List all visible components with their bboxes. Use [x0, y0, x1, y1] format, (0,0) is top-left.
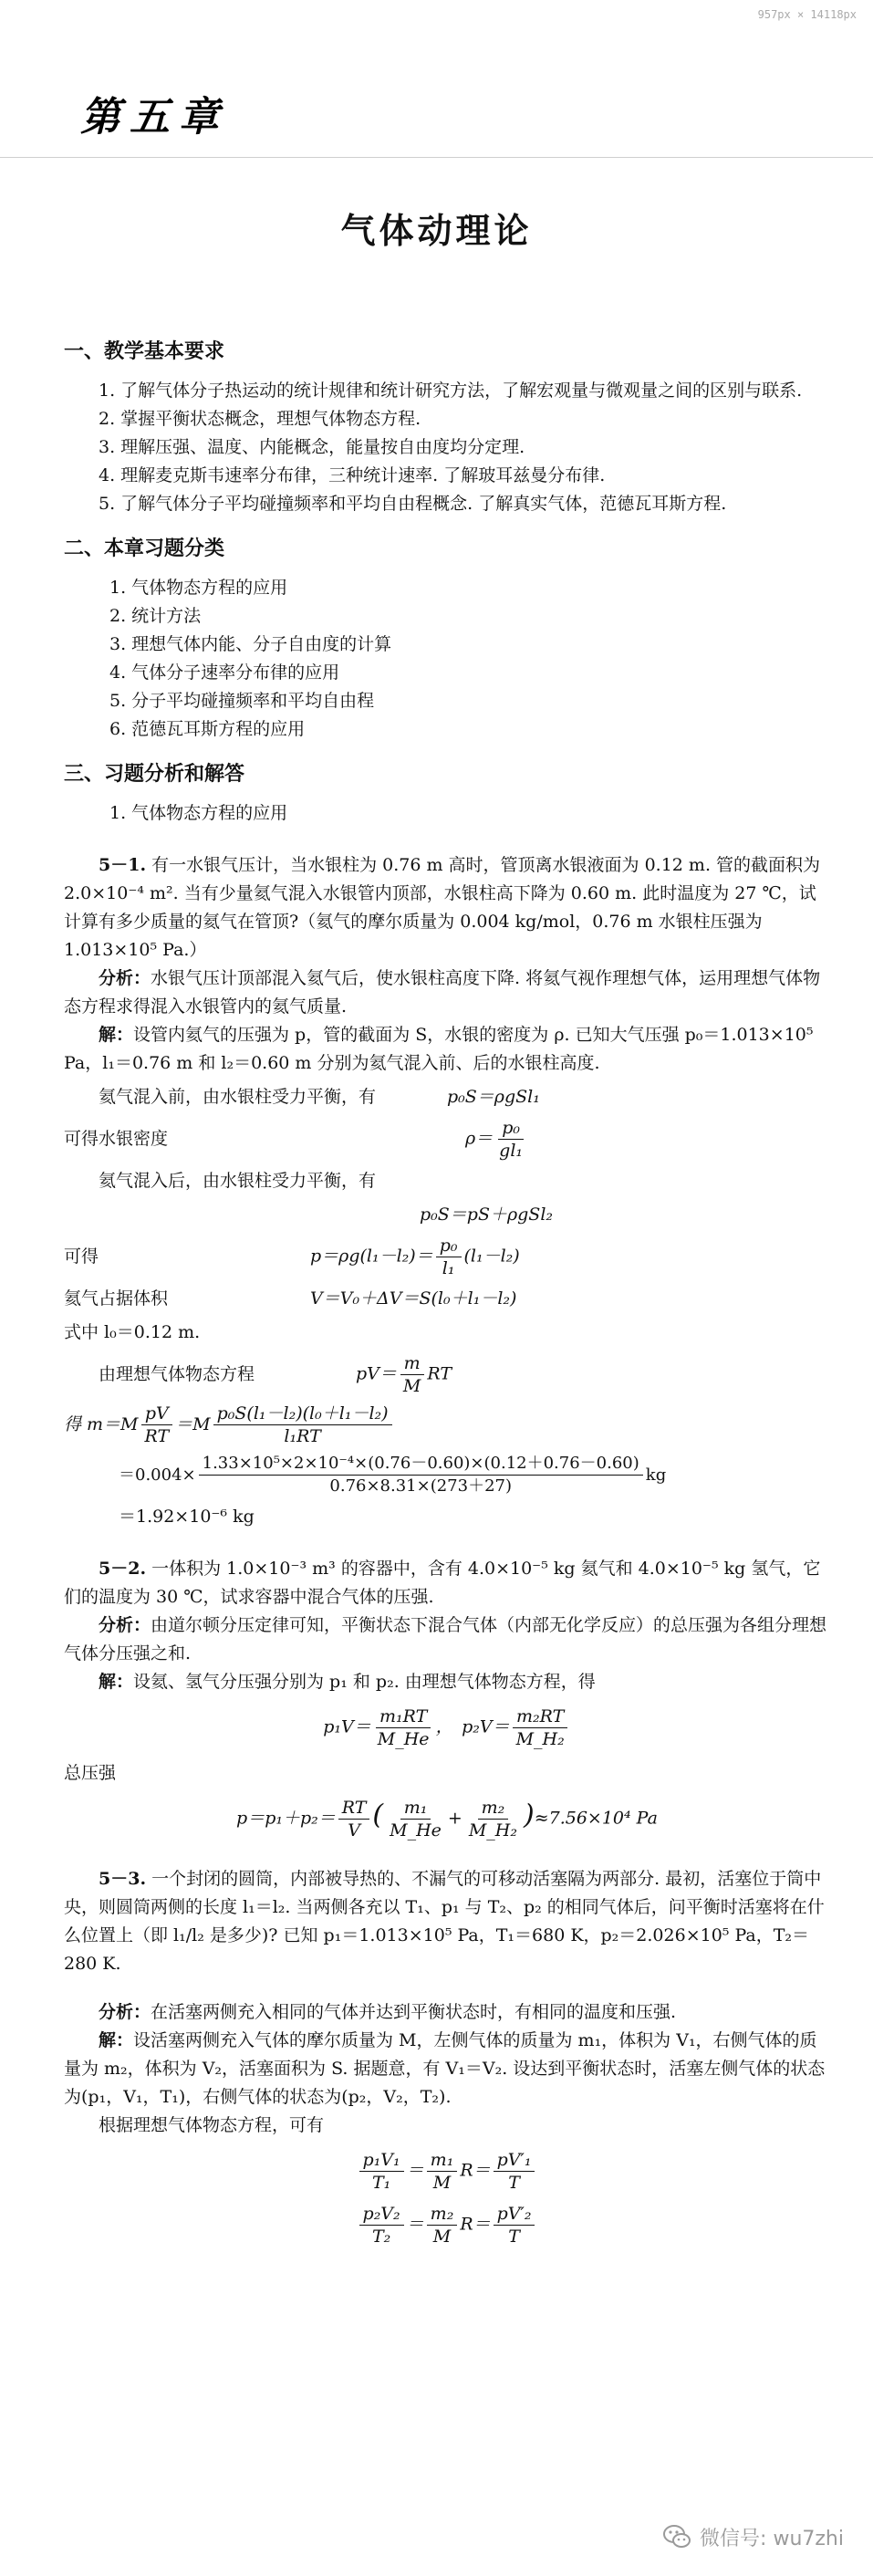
problem-5-1: [64, 851, 830, 965]
equals-sign: ＝: [406, 2214, 424, 2235]
fraction: [494, 2149, 535, 2194]
equals-sign: R＝: [460, 2214, 491, 2235]
numerator: RT: [338, 1797, 370, 1820]
section-heading: 一、教学基本要求: [64, 340, 225, 363]
numerator: p₁V₁: [359, 2149, 404, 2172]
equation-lhs: p＝p₁＋p₂＝: [236, 1808, 336, 1829]
equation-rhs: ≈7.56×10⁴ Pa: [534, 1808, 658, 1829]
paren-open: (: [372, 1799, 384, 1831]
equation-label: 氦气混入前，由水银柱受力平衡，有: [99, 1087, 377, 1107]
equation: [64, 2149, 830, 2194]
list-item: 1. 气体物态方程的应用: [109, 578, 288, 598]
fraction: [359, 2149, 404, 2194]
solution-label: 解：: [99, 1672, 134, 1692]
numerator: p₂V₂: [359, 2203, 404, 2226]
section-heading: 二、本章习题分类: [64, 537, 225, 560]
chapter-divider: [0, 157, 873, 158]
numerator: m: [400, 1352, 424, 1375]
equation: [64, 1705, 830, 1750]
equation-lhs: pV＝: [356, 1363, 397, 1384]
analysis-text: 在活塞两侧充入相同的气体并达到平衡状态时，有相同的温度和压强.: [151, 2002, 677, 2022]
equation-row: [64, 1235, 830, 1279]
list-item: 4. 气体分子速率分布律的应用: [109, 662, 340, 683]
denominator: 0.76×8.31×(273＋27): [329, 1476, 513, 1496]
equation-rhs: (l₁－l₂): [463, 1246, 520, 1267]
numerator: m₂: [427, 2203, 458, 2226]
fraction: [213, 1403, 392, 1447]
equation-label: 氦气占据体积: [64, 1288, 169, 1309]
equals-sign: R＝: [460, 2160, 491, 2181]
analysis-text: 由道尔顿分压定律可知，平衡状态下混合气体（内部无化学反应）的总压强为各组分理想气体分压强之和.: [64, 1615, 827, 1663]
denominator: l₁RT: [284, 1426, 321, 1446]
solution-label: 解：: [99, 2030, 134, 2050]
fraction: [400, 1352, 424, 1397]
analysis-text: 水银气压计顶部混入氦气后，使水银柱高度下降. 将氦气视作理想气体，运用理想气体物态方程求得混入水银管内的氦气质量.: [64, 968, 821, 1017]
equation: [310, 1235, 520, 1279]
main-content: [64, 321, 830, 2257]
problem-text: 一体积为 1.0×10⁻³ m³ 的容器中，含有 4.0×10⁻⁵ kg 氦气和 4.0×10⁻⁵ kg 氢气，它们的温度为 30 ℃，试求容器中混合气体的压强.: [64, 1559, 821, 1607]
solution: [64, 1021, 830, 1078]
result-row: [64, 1453, 830, 1497]
chapter-heading: 第五章: [80, 94, 228, 141]
equation-lhs: ＝0.004×: [119, 1465, 196, 1485]
denominator: M_He: [377, 1729, 430, 1749]
denominator: M: [432, 2173, 452, 2193]
denominator: T: [508, 2173, 520, 2193]
equation: p＝p₁＋p₂＝ $\frac{RT}{V}$ ( $\frac{\text{m₁}}{M\_He}$ + $\frac{\text{m₂}}{\text{M\_H₂}}$ )≈7.56×10⁴ Pa: [236, 1798, 658, 1841]
solution-text: 设活塞两侧充入气体的摩尔质量为 M，左侧气体的质量为 m₁，体积为 V₁，右侧气体的质量为 m₂，体积为 V₂，活塞面积为 S. 据题意，有 V₁＝V₂. 设达到平衡状态时，活塞左侧气体的状态为(p₁，V₁，T₁)，右侧气体的状态为(p₂，V₂，T₂).: [64, 2030, 826, 2107]
list-item: 5. 分子平均碰撞频率和平均自由程: [109, 691, 375, 711]
equation-rhs: RT: [427, 1363, 452, 1384]
problem-number: 5－3.: [99, 1869, 147, 1889]
equation: V＝V₀＋ΔV＝S(l₀＋l₁－l₂): [310, 1288, 517, 1309]
equation-row: [64, 1167, 830, 1195]
fraction: [374, 1705, 433, 1750]
problem-5-2: [64, 1555, 830, 1611]
equation: [64, 2203, 830, 2247]
problem-5-3: [64, 1865, 830, 1978]
equation-row: [64, 1285, 830, 1313]
equation: [356, 1352, 452, 1397]
wechat-icon: [661, 2521, 692, 2552]
numerator: pV′₁: [494, 2149, 535, 2172]
analysis: [64, 1998, 830, 2027]
fraction: [141, 1403, 173, 1447]
solution: [64, 1668, 830, 1696]
denominator: gl₁: [499, 1141, 524, 1161]
solution-text: 设氦、氢气分压强分别为 p₁ 和 p₂. 由理想气体物态方程，得: [133, 1672, 596, 1692]
subsection-heading: 1. 气体物态方程的应用: [109, 803, 288, 823]
numerator: m₁: [400, 1797, 431, 1820]
equation: [465, 1117, 529, 1162]
watermark: [661, 2521, 844, 2552]
equation-label: 可得: [64, 1246, 99, 1267]
solution-text: 设管内氦气的压强为 p，管的截面为 S，水银的密度为 ρ. 已知大气压强 p₀＝1.013×10⁵ Pa，l₁＝0.76 m 和 l₂＝0.60 m 分别为氦气混入前、后的水银柱高度.: [64, 1025, 814, 1073]
fraction: [494, 2203, 535, 2247]
analysis: [64, 1611, 830, 1668]
equation-label: 由理想气体物态方程: [99, 1364, 255, 1384]
equation-row: [64, 1117, 830, 1162]
numerator: p₀: [498, 1117, 524, 1140]
fraction: [427, 2149, 458, 2194]
equation: p₀S＝pS＋ρgSl₂: [420, 1205, 554, 1225]
paren-close: ): [523, 1799, 535, 1831]
equals-sign: ＝: [406, 2160, 424, 2181]
list-item: 2. 统计方法: [109, 606, 202, 626]
denominator: l₁: [442, 1258, 455, 1278]
fraction: [338, 1797, 370, 1841]
result-row: [64, 1403, 830, 1447]
equation-mid: ＝M: [175, 1414, 211, 1434]
numerator: p₀S(l₁－l₂)(l₀＋l₁－l₂): [213, 1403, 392, 1425]
analysis: [64, 965, 830, 1021]
fraction: [386, 1797, 445, 1841]
equation: p₀S＝ρgSl₁: [447, 1087, 540, 1107]
analysis-label: 分析：: [99, 2002, 151, 2022]
numerator: pV: [141, 1403, 172, 1425]
denominator: M_He: [390, 1820, 442, 1841]
numerator: p₀: [436, 1235, 462, 1257]
equation-lhs: p₁V＝: [323, 1716, 371, 1737]
page-title: 气体动理论: [340, 210, 533, 251]
result: ＝1.92×10⁻⁶ kg: [119, 1507, 255, 1527]
numerator: 1.33×10⁵×2×10⁻⁴×(0.76－0.60)×(0.12＋0.76－0.60): [199, 1453, 643, 1476]
equation-label: 可得水银密度: [64, 1129, 169, 1149]
equation-row: [64, 1083, 830, 1111]
equation-row: [64, 1201, 830, 1229]
list-item: 3. 理想气体内能、分子自由度的计算: [109, 634, 392, 654]
problem-text: 有一水银气压计，当水银柱为 0.76 m 高时，管顶离水银液面为 0.12 m. 管的截面积为 2.0×10⁻⁴ m². 当有少量氦气混入水银管内顶部，水银柱高下降为 0.60 m. 此时温度为 27 ℃，试计算有多少质量的氦气在管顶?（氦气的摩尔质量为 0.004 kg/mol，0.76 m 水银柱压强为 1.013×10⁵ Pa.）: [64, 855, 821, 960]
watermark-text: 微信号: wu7zhi: [700, 2527, 844, 2550]
list-item: 6. 范德瓦耳斯方程的应用: [109, 719, 306, 739]
solution-label: 解：: [99, 1025, 134, 1045]
problem-number: 5－2.: [99, 1559, 147, 1579]
image-info-bar: [0, 0, 873, 29]
denominator: T₁: [371, 2173, 391, 2193]
denominator: RT: [144, 1426, 170, 1446]
list-item: 2. 掌握平衡状态概念，理想气体物态方程.: [99, 409, 421, 429]
numerator: m₂RT: [513, 1705, 567, 1728]
denominator: T: [508, 2227, 520, 2247]
note: 式中 l₀＝0.12 m.: [64, 1322, 201, 1342]
fraction: [513, 1705, 568, 1750]
numerator: m₁RT: [376, 1705, 431, 1728]
list-item: 5. 了解气体分子平均碰撞频率和平均自由程概念. 了解真实气体，范德瓦耳斯方程.: [99, 494, 727, 514]
equation-row: [64, 1352, 830, 1397]
numerator: m₁: [427, 2149, 458, 2172]
denominator: T₂: [371, 2227, 391, 2247]
problem-text: 一个封闭的圆筒，内部被导热的、不漏气的可移动活塞隔为两部分. 最初，活塞位于筒中央，则圆筒两侧的长度 l₁＝l₂. 当两侧各充以 T₁、p₁ 与 T₂、p₂ 的相同气体后，问平衡时活塞将在什么位置上（即 l₁/l₂ 是多少)? 已知 p₁＝1.013×10⁵ Pa，T₁＝680 K，p₂＝2.026×10⁵ Pa，T₂＝280 K.: [64, 1869, 825, 1974]
numerator: pV′₂: [494, 2203, 535, 2226]
unit: kg: [645, 1465, 667, 1485]
equation-separator: ， p₂V＝: [435, 1716, 510, 1737]
equation-label: 氦气混入后，由水银柱受力平衡，有: [99, 1171, 377, 1191]
section-heading: 三、习题分析和解答: [64, 763, 245, 786]
problem-number: 5－1.: [99, 855, 147, 875]
equation-lhs: 得 m＝M: [64, 1414, 139, 1434]
list-item: 4. 理解麦克斯韦速率分布律，三种统计速率. 了解玻耳兹曼分布律.: [99, 465, 606, 485]
denominator: M: [432, 2227, 452, 2247]
fraction: [427, 2203, 458, 2247]
analysis-label: 分析：: [99, 1615, 151, 1635]
solution: [64, 2027, 830, 2112]
equation-lhs: p＝ρg(l₁－l₂)＝: [310, 1246, 433, 1267]
list-item: 1. 了解气体分子热运动的统计规律和统计研究方法，了解宏观量与微观量之间的区别与联系.: [99, 381, 803, 401]
fraction: [199, 1453, 643, 1497]
image-dimensions: 957px × 14118px: [757, 8, 857, 21]
list-item: 3. 理解压强、温度、内能概念，能量按自由度均分定理.: [99, 437, 525, 457]
equation-label: 总压强: [64, 1763, 117, 1783]
fraction: [436, 1235, 462, 1279]
denominator: M: [402, 1376, 421, 1396]
denominator: M_H₂: [468, 1820, 517, 1841]
denominator: V: [348, 1820, 360, 1841]
spacer: [64, 1978, 830, 1998]
equation-lhs: ρ＝: [465, 1128, 494, 1149]
denominator: M_H₂: [515, 1729, 565, 1749]
analysis-label: 分析：: [99, 968, 151, 988]
fraction: [495, 1117, 526, 1162]
fraction: [359, 2203, 404, 2247]
fraction: [465, 1797, 521, 1841]
numerator: m₂: [478, 1797, 509, 1820]
equation-label: 根据理想气体物态方程，可有: [99, 2115, 325, 2135]
